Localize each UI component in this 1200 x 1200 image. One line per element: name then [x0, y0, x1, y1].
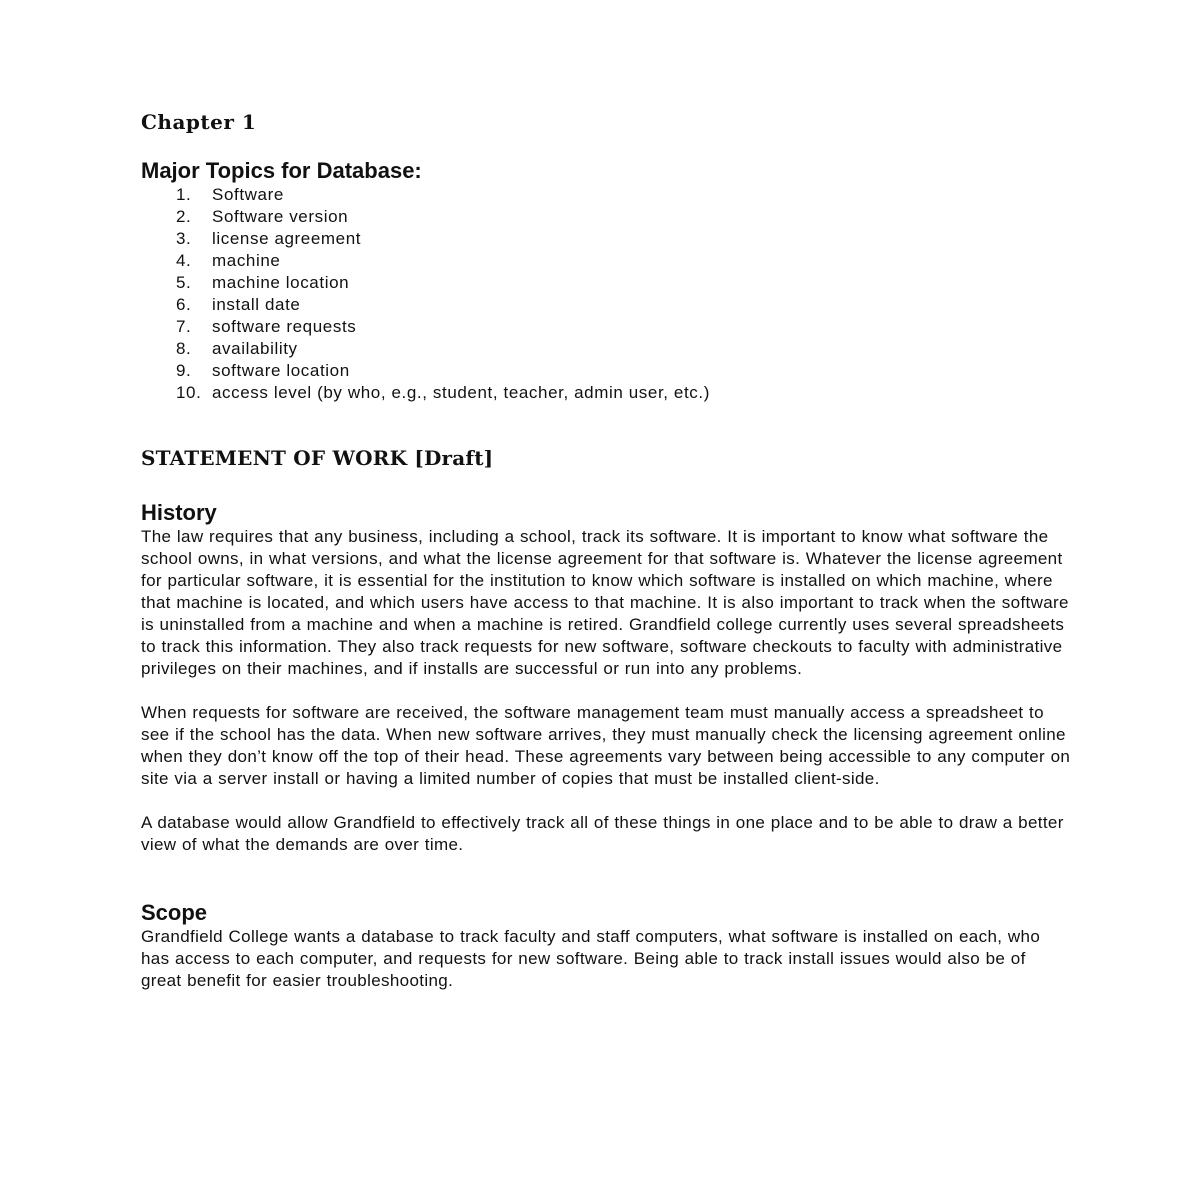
list-item: [141, 206, 1071, 228]
list-item-label: access level (by who, e.g., student, teacher, admin user, etc.): [212, 383, 710, 402]
list-number: 3.: [176, 229, 192, 248]
list-number: 6.: [176, 295, 192, 314]
list-item-label: Software: [212, 185, 284, 204]
history-heading: History: [141, 500, 217, 525]
major-topics-list: [141, 184, 1071, 404]
history-paragraph: A database would allow Grandfield to effectively track all of these things in one place and to be able to draw a better view of what the demands are over time.: [141, 813, 1064, 854]
document-page: [141, 108, 1071, 992]
list-item-label: machine: [212, 251, 281, 270]
list-item: [141, 250, 1071, 272]
chapter-title: Chapter 1: [141, 110, 257, 134]
history-paragraph: The law requires that any business, including a school, track its software. It is important to know what software the school owns, in what versions, and what the license agreement for that software is. Whatever the license agreement for particular software, it is essential for the institution to know which software is installed on which machine, where that machine is located, and which users have access to that machine. It is also important to track when the software is uninstalled from a machine and when a machine is retired. Grandfield college currently uses several spreadsheets to track this information. They also track requests for new software, software checkouts to faculty with administrative privileges on their machines, and if installs are successful or run into any problems.: [141, 527, 1069, 678]
list-item: [141, 184, 1071, 206]
list-item-label: availability: [212, 339, 298, 358]
list-item: [141, 272, 1071, 294]
major-topics-heading: Major Topics for Database:: [141, 158, 422, 183]
list-number: 1.: [176, 185, 192, 204]
history-paragraph: When requests for software are received, the software management team must manually access a spreadsheet to see if the school has the data. When new software arrives, they must manually check the licensing agreement online when they don’t know off the top of their head. These agreements vary between being accessible to any computer on site via a server install or having a limited number of copies that must be installed client-side.: [141, 703, 1071, 788]
list-item-label: Software version: [212, 207, 349, 226]
list-item: [141, 316, 1071, 338]
list-item-label: machine location: [212, 273, 350, 292]
list-item-label: software requests: [212, 317, 357, 336]
list-item: [141, 338, 1071, 360]
scope-paragraph: Grandfield College wants a database to track faculty and staff computers, what software is installed on each, who has access to each computer, and requests for new software. Being able to track install issues would also be of great benefit for easier troubleshooting.: [141, 927, 1041, 990]
list-number: 10.: [176, 383, 202, 402]
list-item: [141, 360, 1071, 382]
list-item-label: license agreement: [212, 229, 362, 248]
list-number: 9.: [176, 361, 192, 380]
list-number: 5.: [176, 273, 192, 292]
list-item-label: software location: [212, 361, 350, 380]
list-number: 4.: [176, 251, 192, 270]
list-item: [141, 228, 1071, 250]
statement-of-work-title: STATEMENT OF WORK [Draft]: [141, 446, 494, 470]
list-number: 8.: [176, 339, 192, 358]
list-number: 7.: [176, 317, 192, 336]
list-item: [141, 294, 1071, 316]
list-number: 2.: [176, 207, 192, 226]
list-item: [141, 382, 1071, 404]
list-item-label: install date: [212, 295, 301, 314]
scope-heading: Scope: [141, 900, 208, 925]
